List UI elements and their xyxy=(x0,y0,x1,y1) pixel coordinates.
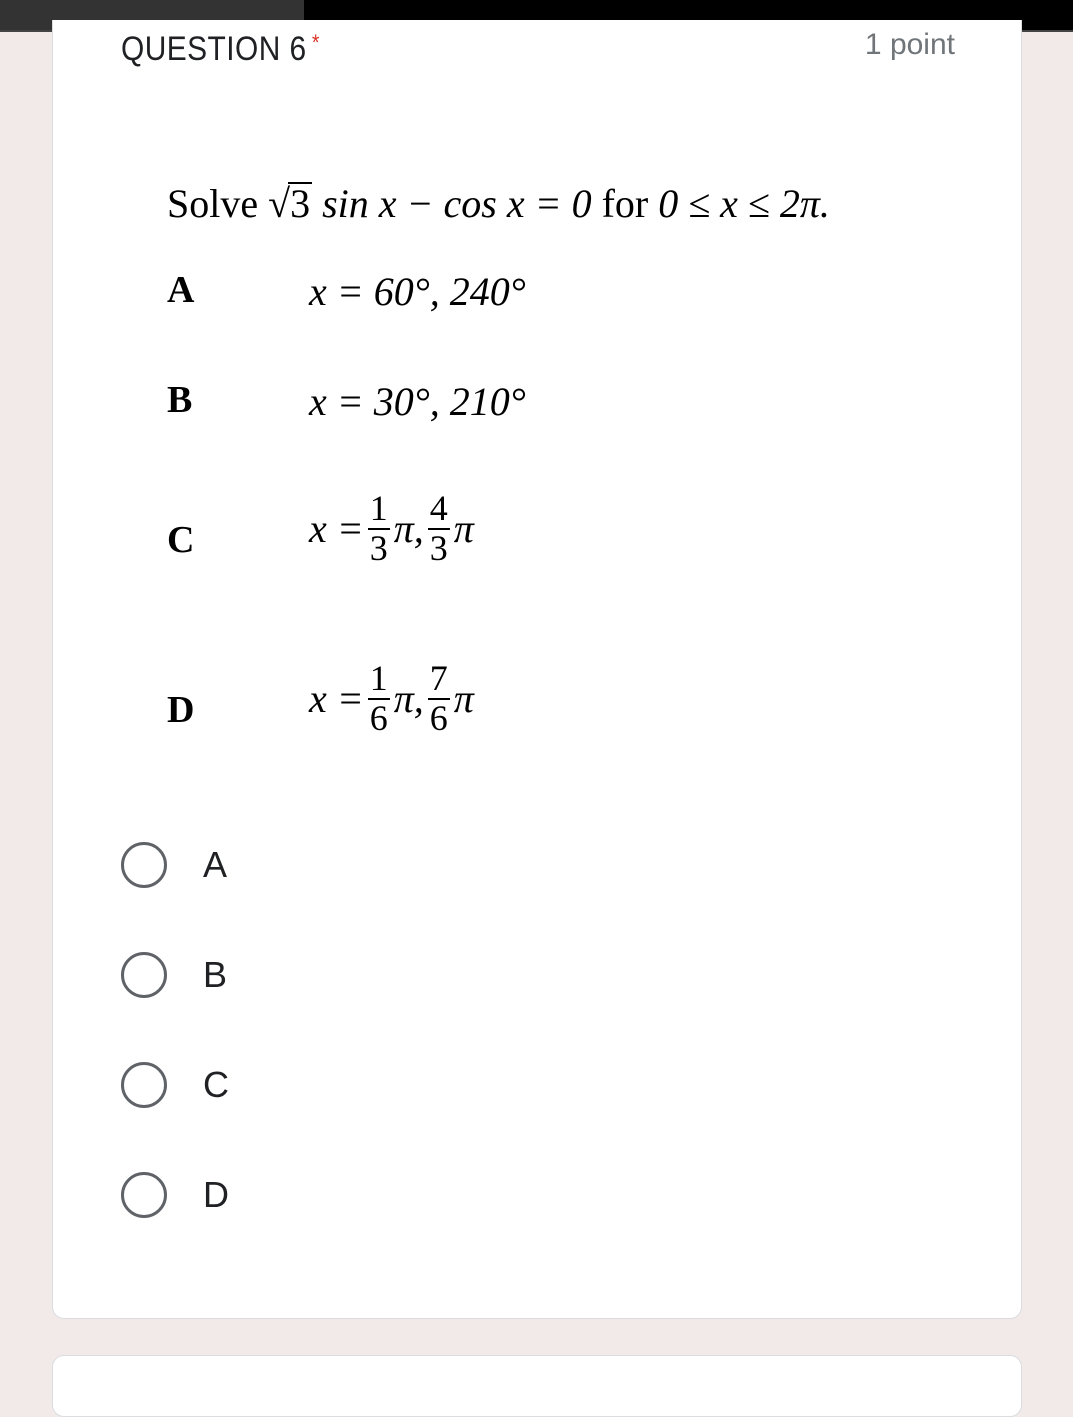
denominator: 3 xyxy=(429,527,448,568)
radio-label: D xyxy=(203,1174,229,1215)
denominator: 3 xyxy=(369,527,388,568)
radio-option-c[interactable] xyxy=(121,1062,229,1108)
numerator: 1 xyxy=(369,488,388,528)
choice-a-text: x = 60°, 240° xyxy=(309,269,526,314)
statement-prefix: Solve xyxy=(167,181,259,226)
choice-letter-d: D xyxy=(167,689,195,731)
radio-button[interactable] xyxy=(121,1172,167,1218)
fraction xyxy=(368,660,390,738)
question-statement: Solve √3 sin x − cos x = 0 for 0 ≤ x ≤ 2π. xyxy=(167,181,830,226)
fraction xyxy=(428,660,450,738)
radio-option-b[interactable] xyxy=(121,952,227,998)
choice-letter-b: B xyxy=(167,379,193,421)
required-mark: * xyxy=(311,30,320,55)
radio-option-d[interactable] xyxy=(121,1172,229,1218)
sqrt-argument: 3 xyxy=(290,181,311,226)
choice-expr-d xyxy=(309,660,474,738)
fraction xyxy=(428,490,450,568)
radio-label: B xyxy=(203,954,228,995)
radio-option-a[interactable] xyxy=(121,842,227,888)
radio-label: A xyxy=(203,844,228,885)
statement-range: 0 ≤ x ≤ 2π. xyxy=(658,181,830,226)
choice-expr-c xyxy=(309,490,474,568)
pi-separator: π, xyxy=(393,676,424,722)
choice-expr-a xyxy=(309,268,526,315)
choice-b-text: x = 30°, 210° xyxy=(309,379,526,424)
numerator: 4 xyxy=(429,488,448,528)
question-title xyxy=(121,30,320,69)
numerator: 7 xyxy=(429,658,448,698)
choice-c-lhs: x = xyxy=(309,506,364,552)
radio-button[interactable] xyxy=(121,952,167,998)
statement-for: for xyxy=(601,181,649,226)
next-question-card xyxy=(52,1355,1022,1417)
radio-label: C xyxy=(203,1064,229,1105)
pi-symbol: π xyxy=(453,506,474,552)
question-title-text: QUESTION 6 xyxy=(121,30,307,68)
pi-symbol: π xyxy=(453,676,474,722)
choice-d-lhs: x = xyxy=(309,676,364,722)
choice-letter-c: C xyxy=(167,519,195,561)
question-card xyxy=(52,20,1022,1319)
denominator: 6 xyxy=(429,697,448,738)
radio-button[interactable] xyxy=(121,842,167,888)
fraction xyxy=(368,490,390,568)
pi-separator: π, xyxy=(393,506,424,552)
radio-button[interactable] xyxy=(121,1062,167,1108)
denominator: 6 xyxy=(369,697,388,738)
choice-expr-b xyxy=(309,378,526,425)
statement-equation: sin x − cos x = 0 xyxy=(322,181,592,226)
points-label: 1 point xyxy=(864,28,955,61)
numerator: 1 xyxy=(369,658,388,698)
choice-letter-a: A xyxy=(167,269,195,311)
